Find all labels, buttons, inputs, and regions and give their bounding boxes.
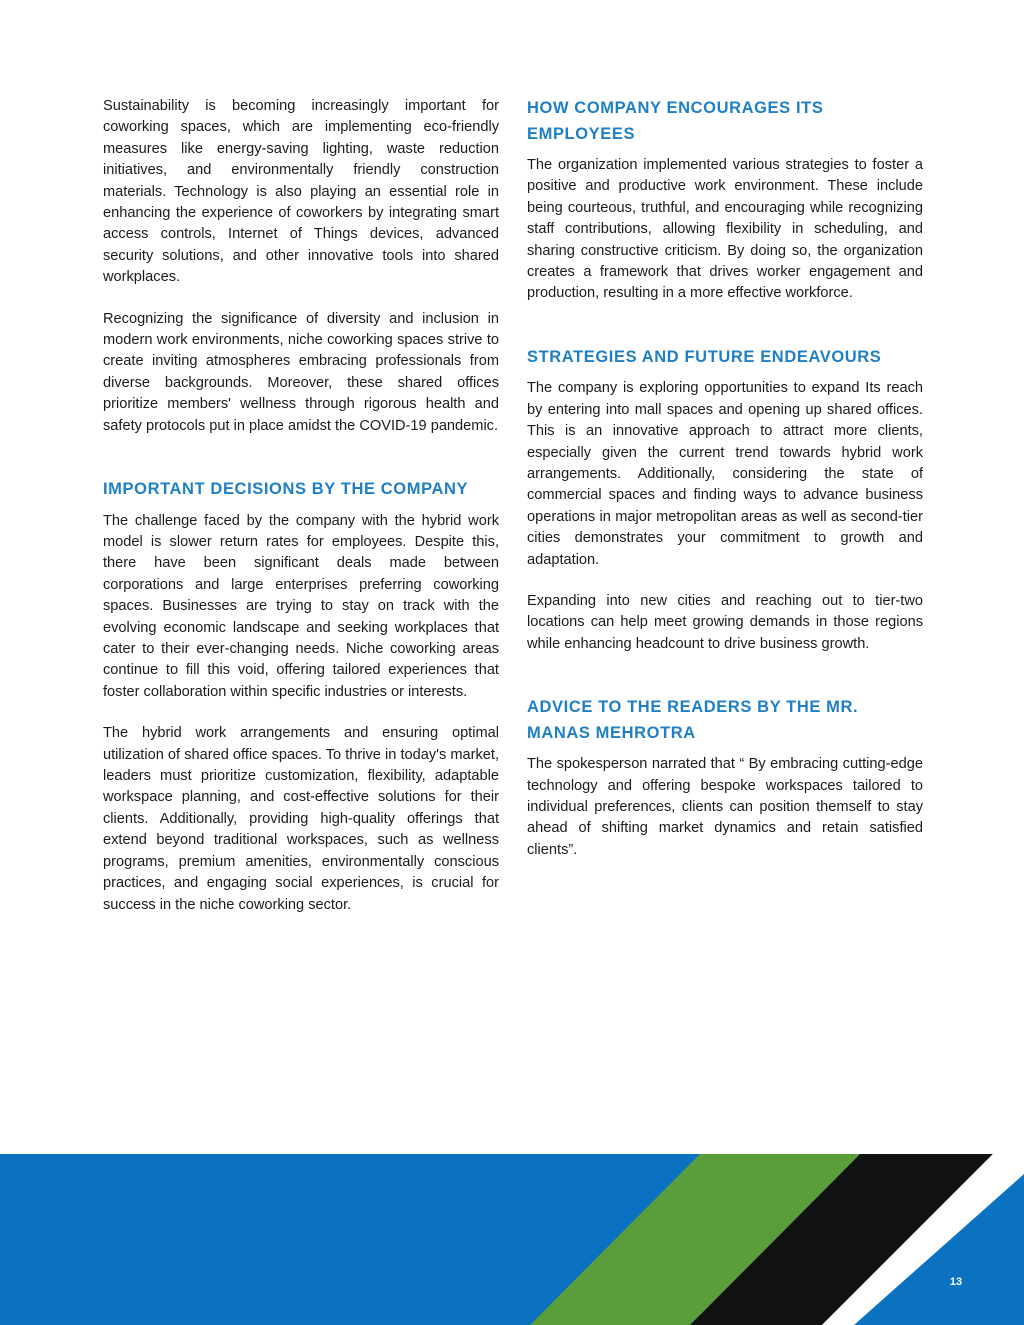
right-column (527, 96, 923, 881)
section-heading: IMPORTANT DECISIONS BY THE COMPANY (103, 480, 469, 499)
body-paragraph: The challenge faced by the company with the hybrid work model is slower return rates for employees. Despite this, there have been significant deals made between corporations and large enterprises preferring coworking spaces. Businesses are trying to stay on track with the evolving economic landscape and seeking workplaces that cater to their ever-changing needs. Niche coworking areas continue to fill this void, offering tailored experiences that foster collaboration within specific industries or interests. (103, 512, 499, 700)
section-heading: HOW COMPANY ENCOURAGES ITS EMPLOYEES (527, 99, 824, 143)
body-paragraph: The company is exploring opportunities to expand Its reach by entering into mall spaces and opening up shared offices. This is an innovative approach to attract more clients, especially given the current trend towards hybrid work arrangements. Additionally, considering the state of commercial spaces and finding ways to advance business operations in major metropolitan areas as well as second-tier cities demonstrates your commitment to growth and adaptation. (527, 380, 923, 568)
body-paragraph: Sustainability is becoming increasingly important for coworking spaces, which are implementing eco-friendly measures like energy-saving lighting, waste reduction initiatives, and environmentally friendly construction materials. Technology is also playing an essential role in enhancing the experience of coworkers by integrating smart access controls, Internet of Things devices, advanced security solutions, and other innovative tools into shared workplaces. (103, 98, 499, 286)
body-paragraph: Expanding into new cities and reaching out to tier-two locations can help meet growing demands in those regions while enhancing headcount to drive business growth. (527, 593, 923, 652)
section-heading: STRATEGIES AND FUTURE ENDEAVOURS (527, 347, 882, 366)
left-column (103, 96, 499, 936)
body-paragraph: Recognizing the significance of diversity and inclusion in modern work environments, niche coworking spaces strive to create inviting atmospheres embracing professionals from diverse backgrounds. Moreover, these shared offices prioritize members' wellness through rigorous health and safety protocols put in place amidst the COVID-19 pandemic. (103, 310, 499, 434)
body-paragraph: The hybrid work arrangements and ensuring optimal utilization of shared office spaces. To thrive in today's market, leaders must prioritize customization, flexibility, adaptable workspace planning, and cost-effective solutions for their clients. Additionally, providing high-quality offerings that extend beyond traditional workspaces, such as wellness programs, premium amenities, environmentally conscious practices, and engaging social experiences, is crucial for success in the niche coworking sector. (103, 725, 499, 913)
body-paragraph: The organization implemented various strategies to foster a positive and productive work environment. These include being courteous, truthful, and encouraging while recognizing staff contributions, allowing flexibility in scheduling, and sharing constructive criticism. By doing so, the organization creates a framework that drives worker engagement and production, resulting in a more effective workforce. (527, 157, 923, 302)
section-heading: ADVICE TO THE READERS BY THE MR. MANAS MEHROTRA (527, 698, 859, 742)
body-paragraph: The spokesperson narrated that “ By embracing cutting-edge technology and offering bespoke workspaces tailored to individual preferences, clients can position themself to stay ahead of shifting market dynamics and retain satisfied clients”. (527, 756, 923, 858)
page-number: 13 (949, 1276, 963, 1288)
footer-decoration (0, 1154, 1024, 1325)
